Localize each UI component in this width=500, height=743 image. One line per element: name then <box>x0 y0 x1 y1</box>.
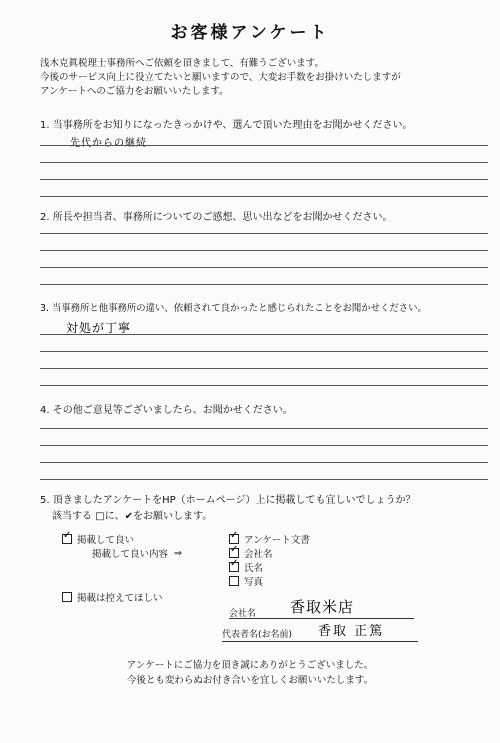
intro-line: 浅木克眞税理士事務所へご依頼を頂きまして、有難うございます。 <box>40 58 325 69</box>
checkbox[interactable] <box>229 576 239 586</box>
question-5: 5. 頂きましたアンケートをHP（ホームページ）上に掲載しても宜しいでしょうか？ <box>40 495 416 506</box>
answer-line <box>40 479 488 480</box>
answer-line <box>40 351 488 352</box>
publish-content-options <box>229 532 310 588</box>
publish-ok-label: 掲載して良い <box>77 535 135 546</box>
answer-line <box>40 250 488 251</box>
option-label: 写真 <box>244 577 264 588</box>
intro-text <box>40 57 401 99</box>
answer-line <box>40 428 488 429</box>
closing-text <box>0 658 500 688</box>
representative-label: 代表者名(お名前) <box>222 630 293 640</box>
answer-line <box>40 267 488 268</box>
checkbox[interactable] <box>229 534 239 544</box>
representative-underline <box>222 641 418 642</box>
answer-line <box>40 334 488 335</box>
answer-line <box>40 284 488 285</box>
closing-line: 今後とも変わらぬお付き合いを宜しくお願いいたします。 <box>126 675 374 686</box>
publish-content-row <box>92 546 182 560</box>
answer-line <box>40 233 488 234</box>
answer-1: 先代からの継続 <box>70 138 147 149</box>
answer-line <box>40 368 488 369</box>
answer-line <box>40 385 488 386</box>
question-1: 1. 当事務所をお知りになったきっかけや、選んで頂いた理由をお聞かせください。 <box>40 120 413 131</box>
answer-line <box>40 196 488 197</box>
answer-line <box>40 462 488 463</box>
question-2: 2. 所長や担当者、事務所についてのご感想、思い出などをお聞かせください。 <box>40 212 393 223</box>
option-label: 会社名 <box>244 549 273 560</box>
arrow-icon: ⇒ <box>174 547 182 559</box>
closing-line: アンケートにご協力を頂き誠にありがとうございました。 <box>126 660 374 671</box>
option-label: アンケート文書 <box>244 535 310 546</box>
question-5-instruction: 該当する □に、✔をお願いします。 <box>52 511 213 522</box>
intro-line: 今後のサービス向上に役立てたいと願いますので、大変お手数をお掛けいたしますが <box>40 72 401 83</box>
publish-ng-option[interactable] <box>62 590 163 604</box>
question-4: 4. その他ご意見等ございましたら、お聞かせください。 <box>40 405 293 416</box>
answer-3: 対処が丁寧 <box>66 321 132 335</box>
answer-line <box>40 179 488 180</box>
publish-ok-checkbox[interactable] <box>62 534 72 544</box>
content-option-company[interactable] <box>229 546 310 560</box>
question-3: 3. 当事務所と他事務所の違い、依頼されて良かったと感じられたことをお聞かせください。 <box>40 303 427 314</box>
company-underline <box>229 618 414 619</box>
company-value: 香取米店 <box>290 598 355 616</box>
answer-line <box>40 145 488 146</box>
content-option-name[interactable] <box>229 560 310 574</box>
checkbox[interactable] <box>229 548 239 558</box>
option-label: 氏名 <box>244 563 264 574</box>
company-label: 会社名 <box>229 609 257 619</box>
publish-ng-checkbox[interactable] <box>62 592 72 602</box>
representative-value: 香取 正篤 <box>318 624 385 639</box>
answer-line <box>40 162 488 163</box>
content-option-survey[interactable] <box>229 532 310 546</box>
publish-ok-option[interactable] <box>62 532 134 546</box>
form-title: お客様アンケート <box>170 23 330 43</box>
answer-line <box>40 445 488 446</box>
publish-ng-label: 掲載は控えてほしい <box>77 593 163 604</box>
content-option-photo[interactable] <box>229 574 310 588</box>
checkbox[interactable] <box>229 562 239 572</box>
intro-line: アンケートへのご協力をお願いいたします。 <box>40 86 229 97</box>
publish-content-label: 掲載して良い内容 <box>92 549 169 560</box>
